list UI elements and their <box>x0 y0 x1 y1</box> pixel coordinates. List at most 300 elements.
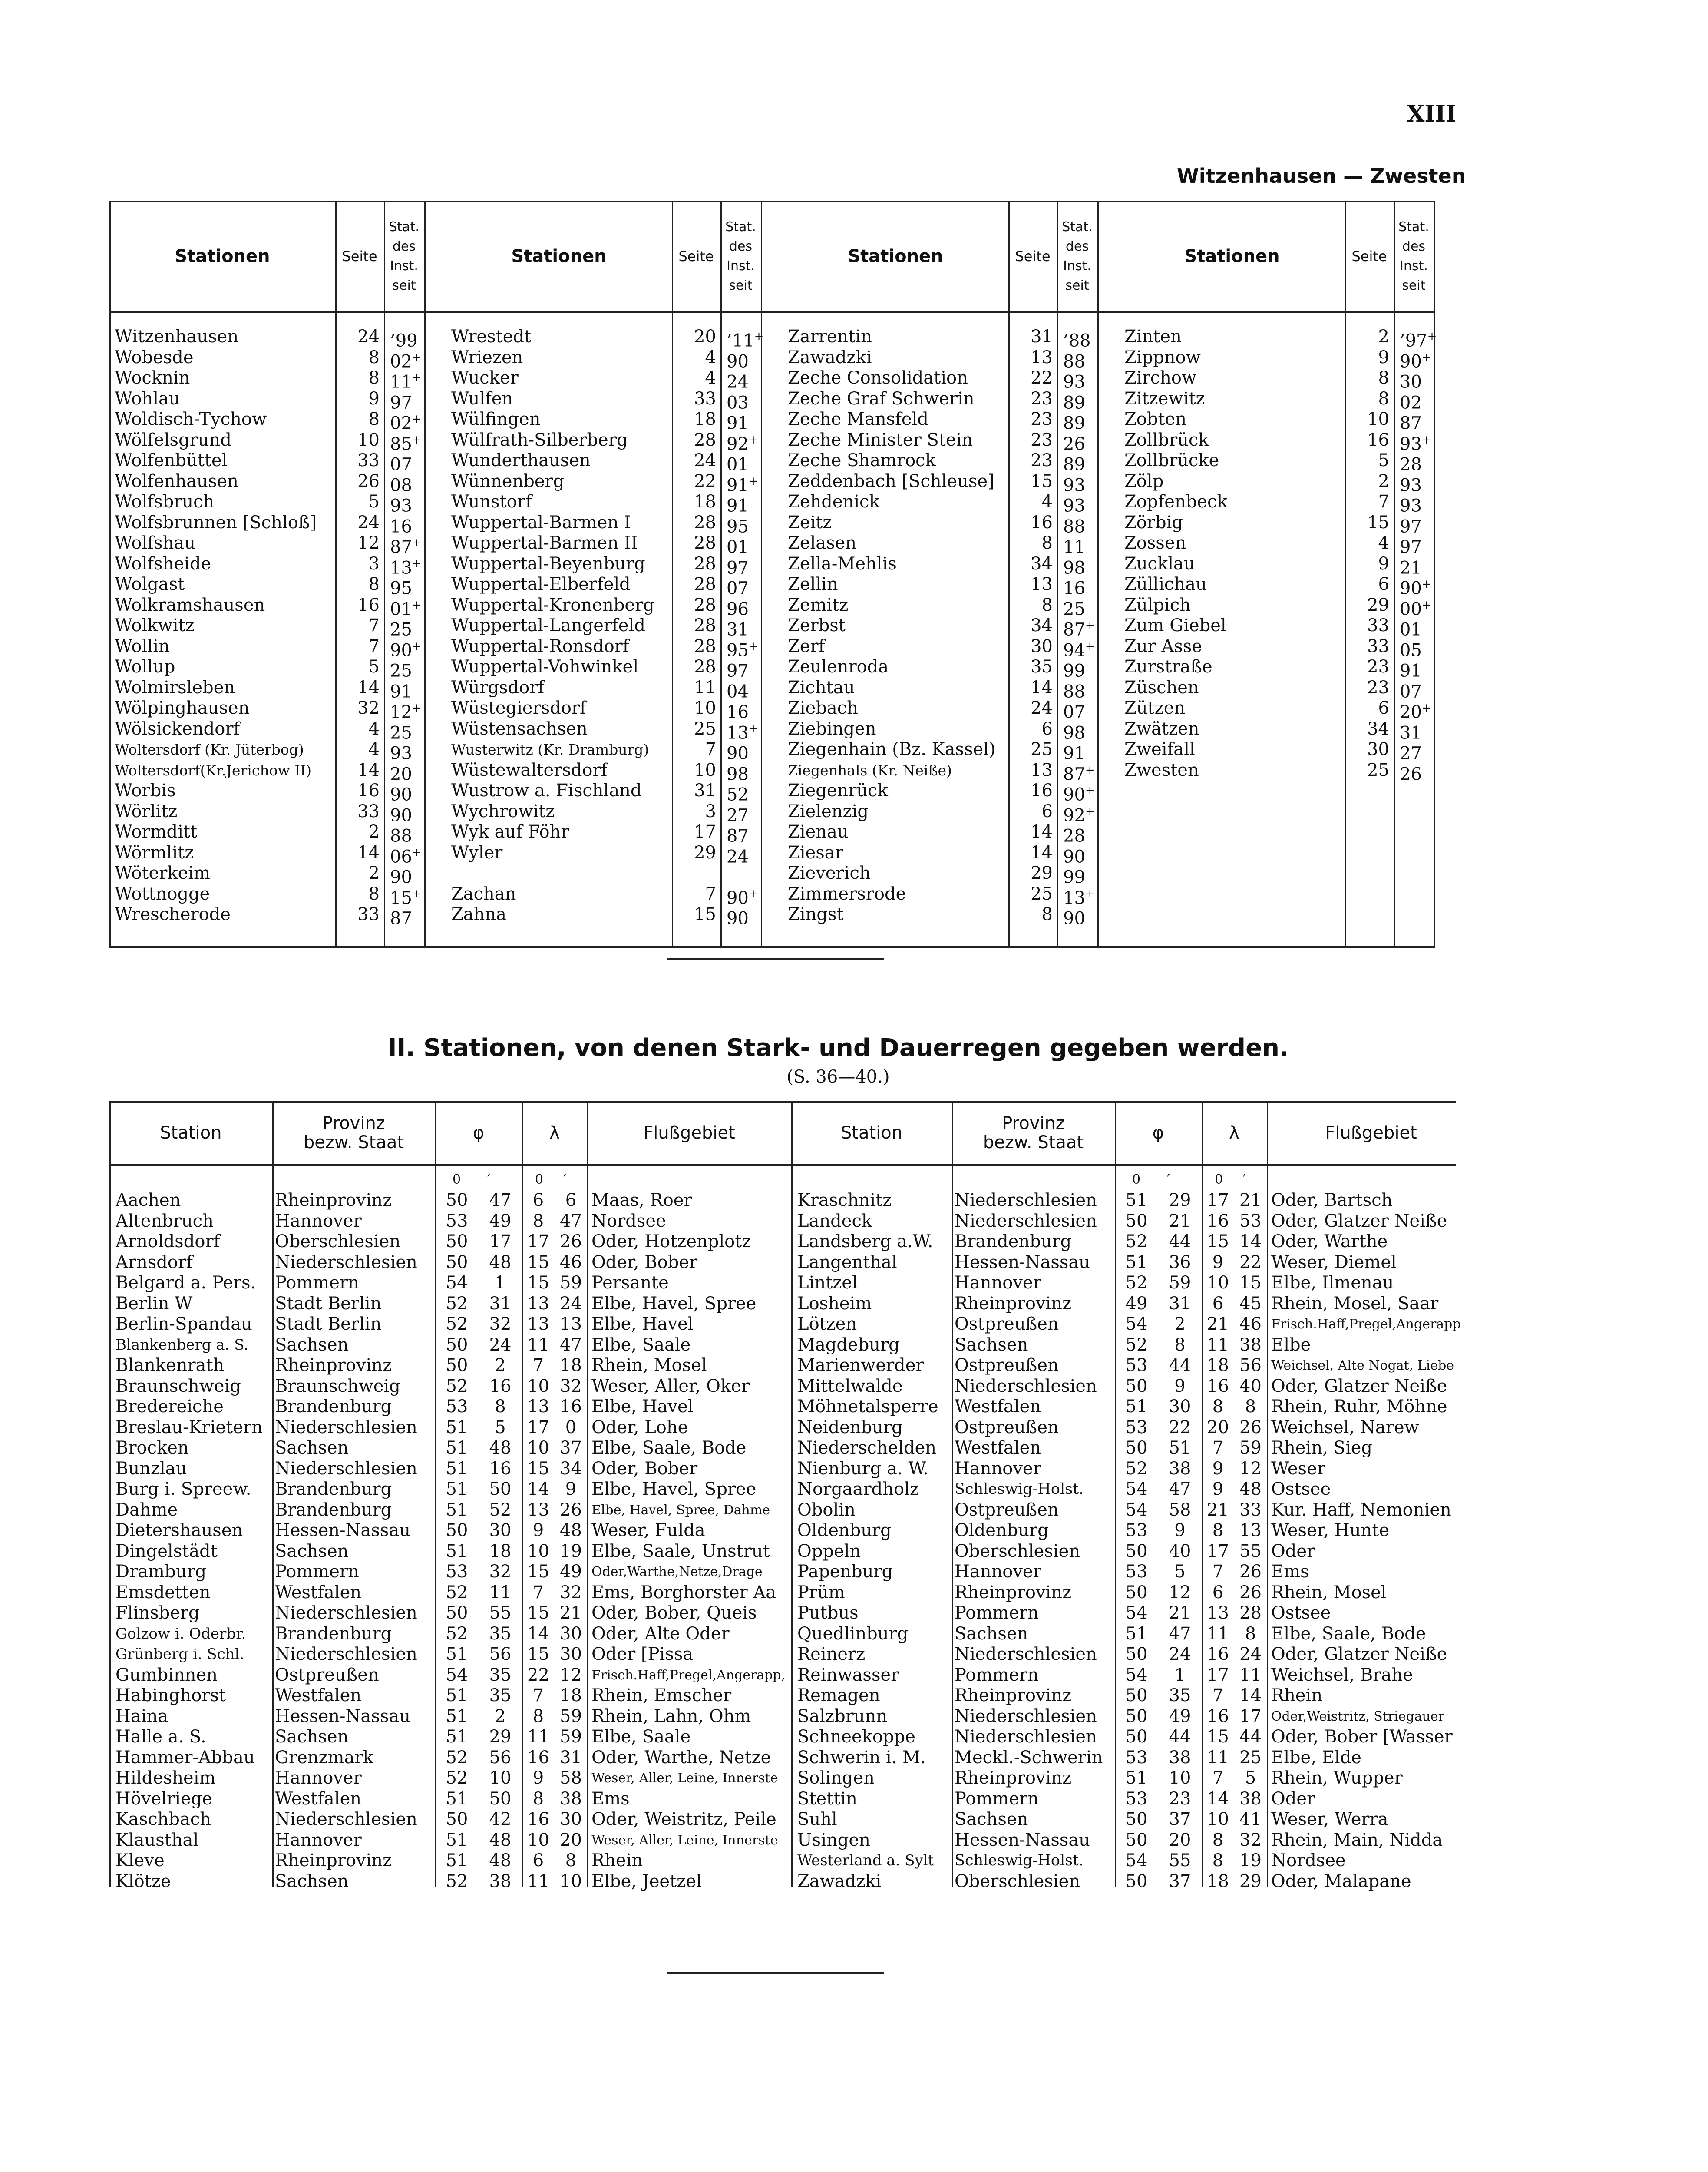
seite-value: 2 <box>368 822 380 842</box>
phi-degrees: 54 <box>446 1273 468 1293</box>
lambda-value <box>522 1376 587 1397</box>
lambda-degrees: 10 <box>1207 1809 1229 1829</box>
flussgebiet-value: Oder <box>1271 1788 1315 1809</box>
provinz-value: Ostpreußen <box>955 1355 1059 1375</box>
phi-degrees: 52 <box>446 1293 468 1314</box>
provinz-value: Sachsen <box>275 1727 349 1747</box>
lambda-minutes: 21 <box>560 1603 582 1623</box>
table-row <box>788 904 1097 929</box>
lambda-degrees: 7 <box>1212 1768 1224 1788</box>
lambda-degrees: 14 <box>527 1623 549 1644</box>
seite-value: 10 <box>1367 409 1389 429</box>
year-value <box>720 409 761 434</box>
table-row <box>113 1459 791 1480</box>
year-value <box>720 450 761 475</box>
lambda-degrees: 15 <box>527 1562 549 1582</box>
year-text: 97 <box>390 392 412 413</box>
header-stat-line: Stat. <box>725 219 756 235</box>
station-name: Westerland a. Sylt <box>797 1852 934 1869</box>
table-row <box>451 739 761 764</box>
flussgebiet-value: Elbe, Havel, Spree <box>591 1293 757 1314</box>
station-name: Zeulenroda <box>788 657 889 677</box>
seite-value: 9 <box>1378 553 1389 574</box>
seite-value: 28 <box>694 595 716 615</box>
table-row <box>788 553 1097 578</box>
lambda-degrees: 15 <box>527 1252 549 1272</box>
table-row <box>788 801 1097 825</box>
year-text: 52 <box>727 785 749 805</box>
header-text: bezw. Staat <box>303 1132 404 1152</box>
year-text: 89 <box>1063 413 1085 434</box>
plus-mark: + <box>1421 351 1431 364</box>
phi-minutes: 38 <box>1169 1458 1191 1479</box>
header-stat-line: des <box>1065 238 1089 254</box>
phi-degrees: 51 <box>1125 1252 1148 1272</box>
lambda-value <box>1202 1376 1267 1397</box>
year-value <box>720 698 761 722</box>
table-row <box>795 1624 1475 1645</box>
seite-value: 15 <box>1367 512 1389 533</box>
phi-minutes: 47 <box>1169 1479 1191 1499</box>
table-row <box>1124 739 1434 764</box>
year-value <box>720 533 761 557</box>
station-column <box>788 327 1097 929</box>
year-text: 25 <box>390 661 412 681</box>
station-name: Wolfsheide <box>115 553 211 574</box>
station-name: Wöterkeim <box>115 863 210 883</box>
table-row <box>795 1459 1475 1480</box>
year-value <box>1394 471 1434 495</box>
station-name: Schwerin i. M. <box>797 1747 926 1768</box>
year-value <box>1057 904 1097 929</box>
year-text: 08 <box>390 475 412 495</box>
header-stat-line: Inst. <box>727 258 755 274</box>
lambda-minutes: 44 <box>1239 1727 1262 1747</box>
station-name: Wölsickendorf <box>115 718 240 739</box>
flussgebiet-value: Rhein, Mosel <box>1271 1582 1387 1603</box>
degree-minute-mark: 0 <box>1215 1172 1223 1187</box>
phi-minutes: 8 <box>495 1397 506 1417</box>
provinz-value: Niederschlesien <box>955 1190 1097 1210</box>
phi-degrees: 51 <box>446 1706 468 1726</box>
phi-minutes: 24 <box>489 1334 512 1355</box>
seite-value: 18 <box>694 409 716 429</box>
flussgebiet-value: Weser, Diemel <box>1271 1252 1397 1272</box>
lambda-minutes: 49 <box>560 1562 582 1582</box>
station-name: Blankenberg a. S. <box>116 1336 249 1354</box>
phi-degrees: 51 <box>446 1417 468 1437</box>
phi-minutes: 10 <box>489 1768 512 1788</box>
phi-value <box>1115 1190 1202 1211</box>
station-name: Stettin <box>797 1788 857 1809</box>
phi-value <box>435 1335 522 1356</box>
phi-minutes: 47 <box>1169 1623 1191 1644</box>
lambda-minutes: 8 <box>1245 1397 1256 1417</box>
phi-value <box>1115 1851 1202 1871</box>
year-text: 02 <box>390 413 412 434</box>
lambda-degrees: 13 <box>527 1500 549 1520</box>
provinz-value: Niederschlesien <box>275 1458 417 1479</box>
table-row <box>1124 409 1434 434</box>
station-name: Zwesten <box>1124 760 1199 780</box>
year-value <box>1394 616 1434 640</box>
lambda-value <box>1202 1355 1267 1376</box>
year-text: 26 <box>1400 764 1422 784</box>
phi-value <box>1115 1376 1202 1397</box>
year-value <box>1057 368 1097 392</box>
degree-minute-mark: ′ <box>1243 1172 1246 1187</box>
station-name: Zahna <box>451 904 507 924</box>
table-row <box>115 595 424 619</box>
flussgebiet-value: Oder, Bober [Wasser <box>1271 1727 1453 1747</box>
table-row <box>1124 492 1434 516</box>
lambda-value <box>522 1665 587 1686</box>
flussgebiet-value: Oder, Bober <box>591 1252 698 1272</box>
table-row <box>795 1583 1475 1603</box>
station-name: Wolfenbüttel <box>115 450 228 470</box>
year-value <box>720 657 761 681</box>
flussgebiet-value: Elbe, Havel, Spree <box>591 1479 757 1499</box>
station-name: Putbus <box>797 1603 859 1623</box>
station-name: Wobesde <box>115 347 194 368</box>
seite-value: 24 <box>694 450 716 470</box>
year-value <box>384 389 424 413</box>
provinz-value: Rheinprovinz <box>955 1582 1072 1603</box>
seite-value: 24 <box>357 512 380 533</box>
seite-value: 4 <box>1041 492 1053 512</box>
lambda-minutes: 59 <box>560 1273 582 1293</box>
seite-value: 8 <box>1041 904 1053 924</box>
year-text: ’88 <box>1063 331 1091 351</box>
provinz-value: Ostpreußen <box>955 1417 1059 1437</box>
station-name: Zerf <box>788 636 825 656</box>
year-text: 87 <box>1063 619 1085 640</box>
lambda-value <box>522 1479 587 1500</box>
seite-value: 6 <box>1041 718 1053 739</box>
station-name: Zieverich <box>788 863 871 883</box>
lambda-value <box>1202 1294 1267 1314</box>
flussgebiet-value: Oder, Alte Oder <box>591 1623 730 1644</box>
phi-minutes: 44 <box>1169 1232 1191 1252</box>
lambda-value <box>1202 1789 1267 1810</box>
phi-value <box>435 1211 522 1232</box>
lambda-degrees: 13 <box>527 1397 549 1417</box>
station-name: Zweifall <box>1124 739 1195 759</box>
lambda-minutes: 21 <box>1239 1190 1262 1210</box>
year-value <box>1057 760 1097 784</box>
station-name: Wottnogge <box>115 884 210 904</box>
lambda-degrees: 7 <box>532 1355 544 1375</box>
phi-value <box>1115 1768 1202 1789</box>
phi-value <box>1115 1830 1202 1851</box>
phi-minutes: 8 <box>1174 1334 1186 1355</box>
table-row <box>113 1252 791 1273</box>
year-text: 93 <box>390 496 412 516</box>
table-row <box>115 430 424 454</box>
station-name: Haina <box>116 1706 168 1726</box>
provinz-value: Brandenburg <box>275 1500 392 1520</box>
station-name: Zur Asse <box>1124 636 1203 656</box>
seite-value: 14 <box>1031 822 1053 842</box>
lambda-value <box>522 1768 587 1789</box>
phi-value <box>435 1459 522 1480</box>
lambda-value <box>1202 1644 1267 1665</box>
lambda-value <box>1202 1438 1267 1459</box>
lambda-value <box>522 1417 587 1438</box>
lambda-degrees: 16 <box>1207 1644 1229 1664</box>
station-name: Zollbrück <box>1124 430 1209 450</box>
table-row <box>788 492 1097 516</box>
lambda-degrees: 6 <box>532 1190 544 1210</box>
seite-value: 25 <box>1031 884 1053 904</box>
station-name: Bredereiche <box>116 1397 224 1417</box>
phi-minutes: 20 <box>1169 1830 1191 1850</box>
lambda-value <box>1202 1624 1267 1645</box>
lambda-minutes: 19 <box>1239 1851 1262 1871</box>
lambda-minutes: 32 <box>560 1376 582 1396</box>
seite-value: 29 <box>1367 595 1389 615</box>
table-row <box>795 1355 1475 1376</box>
year-text: 28 <box>1063 826 1085 846</box>
header-stat-line: seit <box>1402 278 1426 293</box>
lambda-minutes: 48 <box>560 1520 582 1540</box>
station-name: Wolgast <box>115 574 185 594</box>
phi-minutes: 35 <box>1169 1685 1191 1705</box>
table-row <box>451 471 761 495</box>
year-text: 90 <box>727 908 749 929</box>
table-row <box>795 1417 1475 1438</box>
flussgebiet-value: Rhein, Sieg <box>1271 1438 1373 1458</box>
header-flussgebiet <box>587 1101 791 1164</box>
table-row <box>115 863 424 887</box>
station-name: Zienau <box>788 822 849 842</box>
table-row <box>788 842 1097 867</box>
year-value <box>1057 348 1097 371</box>
flussgebiet-value: Oder, Malapane <box>1271 1871 1411 1891</box>
year-text: 90 <box>390 785 412 805</box>
flussgebiet-value: Oder [Pissa <box>591 1644 694 1664</box>
lambda-degrees: 22 <box>527 1665 549 1685</box>
phi-degrees: 54 <box>1125 1851 1148 1871</box>
station-name: Altenbruch <box>116 1211 214 1231</box>
station-name: Wrescherode <box>115 904 231 924</box>
table-row <box>113 1314 791 1335</box>
year-text: 31 <box>1400 722 1422 743</box>
lambda-value <box>1202 1727 1267 1748</box>
seite-value: 16 <box>1031 781 1053 801</box>
lambda-minutes: 20 <box>560 1830 582 1850</box>
lambda-value <box>1202 1562 1267 1583</box>
phi-minutes: 48 <box>489 1851 512 1871</box>
lambda-minutes: 55 <box>1239 1541 1262 1561</box>
phi-value <box>435 1603 522 1624</box>
phi-degrees: 53 <box>1125 1788 1148 1809</box>
plus-mark: + <box>412 371 422 384</box>
header-stat-line: Inst. <box>1400 258 1428 274</box>
provinz-value: Ostpreußen <box>275 1665 379 1685</box>
year-text: 05 <box>1400 640 1422 660</box>
year-text: 94 <box>1063 640 1085 660</box>
year-text: 27 <box>727 805 749 825</box>
table-row <box>451 388 761 413</box>
phi-minutes: 31 <box>489 1293 512 1314</box>
flussgebiet-value: Elbe, Jeetzel <box>591 1871 702 1891</box>
phi-degrees: 51 <box>446 1727 468 1747</box>
year-value <box>384 904 424 929</box>
table-row <box>113 1748 791 1768</box>
seite-value: 22 <box>1031 368 1053 388</box>
year-value <box>384 616 424 640</box>
phi-degrees: 50 <box>446 1355 468 1375</box>
table-row <box>451 677 761 702</box>
table-row <box>451 450 761 475</box>
year-text: 92 <box>727 434 749 454</box>
header-text: Flußgebiet <box>1325 1122 1417 1143</box>
seite-value: 9 <box>1378 347 1389 368</box>
table-row <box>115 636 424 660</box>
lambda-minutes: 6 <box>565 1190 577 1210</box>
year-value <box>1057 657 1097 681</box>
station-name: Wolkramshausen <box>115 595 265 615</box>
lambda-value <box>522 1830 587 1851</box>
seite-value: 7 <box>368 616 380 636</box>
seite-value: 10 <box>357 430 380 450</box>
lambda-minutes: 19 <box>560 1541 582 1561</box>
station-name: Zeche Graf Schwerin <box>788 388 975 409</box>
lambda-degrees: 17 <box>1207 1190 1229 1210</box>
phi-minutes: 51 <box>1169 1438 1191 1458</box>
flussgebiet-value: Elbe, Ilmenau <box>1271 1273 1394 1293</box>
flussgebiet-value: Rhein, Lahn, Ohm <box>591 1706 751 1726</box>
provinz-value: Brandenburg <box>275 1479 392 1499</box>
station-name: Wolfsbrunnen [Schloß] <box>115 512 317 533</box>
seite-value: 33 <box>1367 636 1389 656</box>
station-name: Wünnenberg <box>451 471 565 491</box>
table-row <box>795 1727 1475 1748</box>
table-row <box>795 1644 1475 1665</box>
station-name: Emsdetten <box>116 1582 211 1603</box>
table-row <box>451 636 761 660</box>
phi-value <box>1115 1335 1202 1356</box>
flussgebiet-value: Rhein <box>1271 1685 1323 1705</box>
station-name: Zawadzki <box>797 1871 882 1891</box>
lambda-degrees: 17 <box>1207 1665 1229 1685</box>
phi-value <box>1115 1789 1202 1810</box>
table-row <box>115 450 424 475</box>
lambda-degrees: 6 <box>532 1851 544 1871</box>
year-text: 87 <box>1063 764 1085 784</box>
year-text: 90 <box>390 805 412 825</box>
year-text: 07 <box>727 578 749 599</box>
year-value <box>1057 430 1097 454</box>
phi-minutes: 29 <box>1169 1190 1191 1210</box>
phi-degrees: 52 <box>446 1376 468 1396</box>
year-text: 87 <box>390 537 412 557</box>
year-value <box>720 822 761 846</box>
table-row <box>451 884 761 908</box>
lambda-value <box>522 1871 587 1892</box>
table-row <box>115 801 424 825</box>
table-row <box>113 1624 791 1645</box>
station-name: Züllichau <box>1124 574 1207 594</box>
phi-minutes: 48 <box>489 1438 512 1458</box>
lambda-degrees: 9 <box>532 1768 544 1788</box>
phi-degrees: 50 <box>1125 1809 1148 1829</box>
phi-value <box>435 1520 522 1541</box>
phi-degrees: 52 <box>446 1314 468 1334</box>
seite-value: 14 <box>1031 842 1053 863</box>
year-value <box>384 698 424 722</box>
station-name: Wriezen <box>451 347 523 368</box>
seite-value: 16 <box>357 781 380 801</box>
lambda-degrees: 8 <box>1212 1397 1224 1417</box>
station-name: Witzenhausen <box>115 327 239 347</box>
header-text: Provinz <box>1002 1113 1065 1133</box>
header-stat-des-inst-seit <box>1394 201 1434 311</box>
phi-minutes: 29 <box>489 1727 512 1747</box>
phi-value <box>1115 1355 1202 1376</box>
table-row <box>795 1706 1475 1727</box>
header-station <box>791 1101 952 1164</box>
table-row <box>788 388 1097 413</box>
flussgebiet-value: Rhein, Emscher <box>591 1685 732 1705</box>
header-stat-line: seit <box>392 278 416 293</box>
year-text: 07 <box>390 454 412 475</box>
lambda-degrees: 11 <box>1207 1623 1229 1644</box>
station-name: Solingen <box>797 1768 875 1788</box>
seite-value: 26 <box>357 471 380 491</box>
year-text: 89 <box>1063 392 1085 413</box>
station-name: Wucker <box>451 368 519 388</box>
flussgebiet-value: Elbe, Havel <box>591 1314 694 1334</box>
lambda-minutes: 38 <box>560 1788 582 1809</box>
seite-value: 8 <box>368 347 380 368</box>
phi-value <box>1115 1685 1202 1706</box>
year-value <box>1394 348 1434 371</box>
station-name: Landeck <box>797 1211 872 1231</box>
flussgebiet-value: Elbe, Saale <box>591 1334 691 1355</box>
year-value <box>720 616 761 640</box>
station-name: Zossen <box>1124 533 1186 553</box>
table-row <box>788 574 1097 599</box>
phi-degrees: 54 <box>1125 1603 1148 1623</box>
lambda-value <box>1202 1314 1267 1335</box>
lambda-minutes: 12 <box>560 1665 582 1685</box>
flussgebiet-value: Frisch.Haff,Pregel,Angerapp, <box>591 1667 786 1683</box>
year-value <box>384 739 424 764</box>
station-name: Hammer-Abbau <box>116 1747 255 1768</box>
table-row <box>113 1211 791 1232</box>
year-value <box>1394 368 1434 392</box>
table-row <box>795 1479 1475 1500</box>
station-name: Dahme <box>116 1500 178 1520</box>
phi-degrees: 53 <box>1125 1747 1148 1768</box>
station-name: Zeche Minister Stein <box>788 430 973 450</box>
table-row <box>115 822 424 846</box>
year-value <box>1057 636 1097 660</box>
seite-value: 24 <box>357 327 380 347</box>
lambda-degrees: 8 <box>1212 1851 1224 1871</box>
phi-minutes: 50 <box>489 1788 512 1809</box>
year-value <box>720 719 761 743</box>
year-text: 13 <box>390 557 412 578</box>
station-name: Wölpinghausen <box>115 698 250 718</box>
year-value <box>1057 719 1097 743</box>
seite-value: 9 <box>368 388 380 409</box>
flussgebiet-value: Oder, Glatzer Neiße <box>1271 1211 1447 1231</box>
phi-minutes: 1 <box>495 1273 506 1293</box>
phi-degrees: 51 <box>446 1830 468 1850</box>
